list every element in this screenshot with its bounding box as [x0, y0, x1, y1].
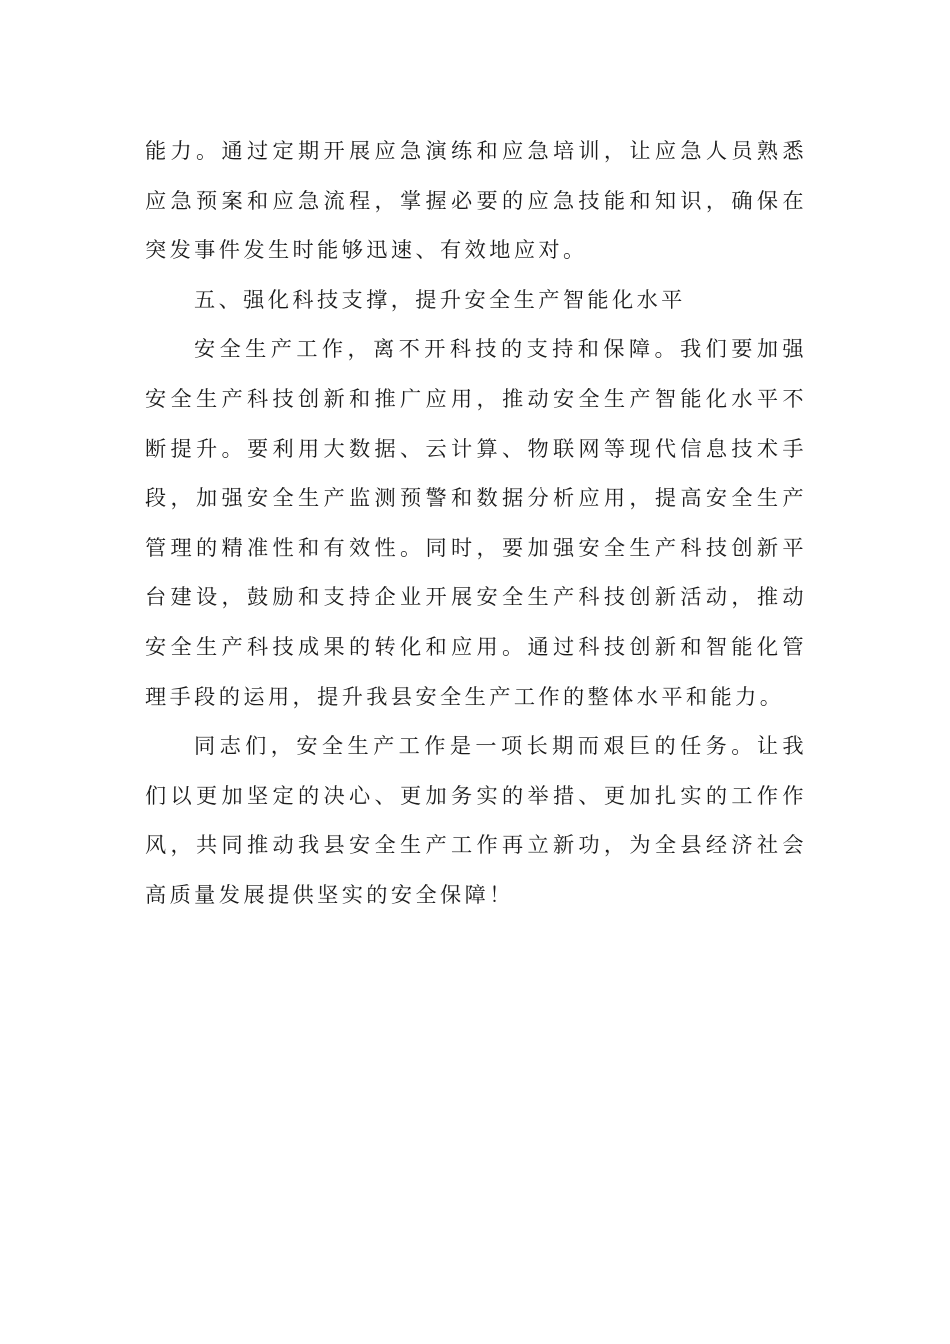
document-body: [145, 126, 807, 920]
paragraph-technology-support: 安全生产工作，离不开科技的支持和保障。我们要加强安全生产科技创新和推广应用，推动安全生产智能化水平不断提升。要利用大数据、云计算、物联网等现代信息技术手段，加强安全生产监测预警和数据分析应用，提高安全生产管理的精准性和有效性。同时，要加强安全生产科技创新平台建设，鼓励和支持企业开展安全生产科技创新活动，推动安全生产科技成果的转化和应用。通过科技创新和智能化管理手段的运用，提升我县安全生产工作的整体水平和能力。: [145, 336, 807, 709]
paragraph-closing: 同志们，安全生产工作是一项长期而艰巨的任务。让我们以更加坚定的决心、更加务实的举措、更加扎实的工作作风，共同推动我县安全生产工作再立新功，为全县经济社会高质量发展提供坚实的安全保障！: [145, 733, 807, 907]
paragraph-continuation: 能力。通过定期开展应急演练和应急培训，让应急人员熟悉应急预案和应急流程，掌握必要的应急技能和知识，确保在突发事件发生时能够迅速、有效地应对。: [145, 138, 807, 263]
section-heading: 五、强化科技支撑，提升安全生产智能化水平: [194, 286, 686, 312]
